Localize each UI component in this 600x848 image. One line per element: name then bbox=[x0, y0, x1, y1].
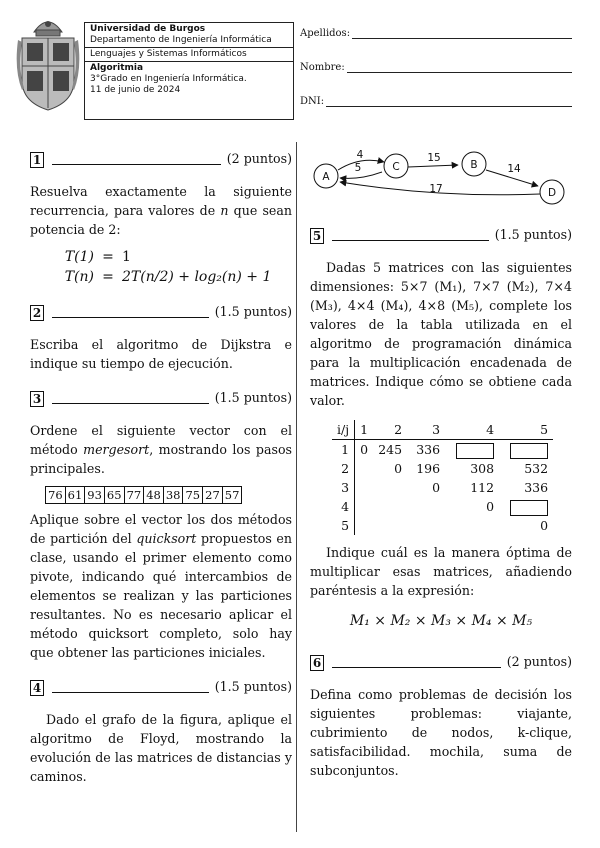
question-2-text: Escriba el algoritmo de Dijkstra e indique su tiempo de ejecución. bbox=[30, 337, 292, 371]
dp-row bbox=[332, 459, 553, 478]
dp-cell-blank[interactable] bbox=[499, 440, 553, 460]
dp-cell bbox=[355, 478, 373, 497]
university-crest-logo bbox=[16, 10, 80, 114]
question-3-text-d: propuestos en clase, usando el primer elemento como pivote, indicando qué intercambios de elementos se realizan y las particiones resultantes. No es necesario aplicar el método quicksort completo, solo hay que obtener las particiones iniciales. bbox=[30, 531, 292, 660]
dp-cell: 245 bbox=[378, 442, 403, 457]
dp-row-header: 2 bbox=[332, 459, 355, 478]
dp-cell bbox=[445, 516, 499, 535]
department-name: Departamento de Ingeniería Informática bbox=[90, 35, 272, 45]
dp-row bbox=[332, 478, 553, 497]
question-6-header bbox=[310, 651, 572, 671]
answer-box[interactable] bbox=[510, 500, 548, 516]
question-1-header bbox=[30, 148, 292, 168]
vector-cell: 76 bbox=[45, 486, 66, 504]
question-1-text bbox=[30, 182, 292, 239]
surname-line[interactable] bbox=[352, 29, 572, 39]
dp-row-header: 3 bbox=[332, 478, 355, 497]
question-3-points: (1.5 puntos) bbox=[214, 390, 292, 405]
id-field[interactable] bbox=[300, 96, 572, 107]
dp-row-header: 5 bbox=[332, 516, 355, 535]
question-5-points: (1.5 puntos) bbox=[494, 227, 572, 242]
dp-cell bbox=[373, 478, 407, 497]
eq1-rhs: 1 bbox=[122, 249, 131, 265]
recurrence-equations bbox=[46, 247, 292, 287]
question-5-header bbox=[310, 224, 572, 244]
question-1-text-b: que sean potencia de 2: bbox=[30, 203, 292, 237]
question-1-var: n bbox=[220, 203, 229, 218]
dp-row bbox=[332, 440, 553, 460]
dp-cell bbox=[407, 497, 445, 516]
dp-cell: 0 bbox=[486, 499, 495, 514]
dp-cell: 112 bbox=[470, 480, 495, 495]
dp-header-row bbox=[332, 420, 553, 440]
dp-cell-blank[interactable] bbox=[499, 497, 553, 516]
question-5-number: 5 bbox=[310, 228, 324, 244]
node-c-label: C bbox=[392, 161, 400, 173]
dp-col-header: 4 bbox=[445, 420, 499, 440]
matrix-product-expression: M₁ × M₂ × M₃ × M₄ × M₅ bbox=[349, 613, 533, 629]
question-1-text-a: Resuelva exactamente la siguiente recurrencia, para valores de bbox=[30, 184, 292, 218]
edge-c-b-weight: 15 bbox=[427, 152, 441, 164]
question-2-number: 2 bbox=[30, 305, 44, 321]
dp-cell: 196 bbox=[416, 461, 441, 476]
question-4-number: 4 bbox=[30, 680, 44, 696]
question-3-method: mergesort bbox=[83, 442, 150, 457]
question-3-number: 3 bbox=[30, 391, 44, 407]
dp-row-header: 1 bbox=[332, 440, 355, 460]
dp-cell bbox=[373, 497, 407, 516]
vector-cell: 75 bbox=[183, 486, 203, 504]
question-3-text bbox=[30, 421, 292, 478]
header-info-box bbox=[84, 22, 294, 120]
answer-box[interactable] bbox=[456, 443, 494, 459]
dp-cell bbox=[355, 497, 373, 516]
vector-cell: 77 bbox=[125, 486, 145, 504]
edge-c-b bbox=[408, 165, 458, 167]
vector-cell: 57 bbox=[223, 486, 243, 504]
id-label: DNI: bbox=[300, 96, 325, 107]
vector-cell: 48 bbox=[144, 486, 164, 504]
question-3-quicksort-text bbox=[30, 510, 292, 662]
surname-field[interactable] bbox=[300, 28, 572, 39]
university-name: Universidad de Burgos bbox=[90, 24, 206, 34]
question-4-points: (1.5 puntos) bbox=[214, 679, 292, 694]
eq2-rhs: 2T(n/2) + log₂(n) + 1 bbox=[122, 269, 272, 285]
question-3-text-b: , mostrando los pasos principales. bbox=[30, 442, 292, 476]
question-6-text: Defina como problemas de decisión los siguientes problemas: viajante, cubrimiento de nodos, k-clique, satisfacibilidad. mochila, suma de subconjuntos. bbox=[310, 687, 572, 778]
dp-row-header: 4 bbox=[332, 497, 355, 516]
dp-table bbox=[332, 420, 553, 535]
dp-cell-blank[interactable] bbox=[445, 440, 499, 460]
question-6-rule bbox=[332, 667, 501, 668]
question-4-rule bbox=[52, 692, 209, 693]
column-divider bbox=[296, 142, 297, 832]
dp-col-header: 3 bbox=[407, 420, 445, 440]
edge-b-d-weight: 14 bbox=[507, 163, 521, 175]
vector-cell: 38 bbox=[164, 486, 184, 504]
node-d-label: D bbox=[547, 187, 557, 199]
dp-cell: 308 bbox=[470, 461, 495, 476]
dp-row bbox=[332, 497, 553, 516]
answer-box[interactable] bbox=[510, 443, 548, 459]
floyd-graph bbox=[310, 148, 572, 210]
question-2-header bbox=[30, 301, 292, 321]
vector-cell: 93 bbox=[85, 486, 105, 504]
dp-cell: 336 bbox=[416, 442, 441, 457]
dp-cell: 532 bbox=[524, 461, 549, 476]
dp-cell: 0 bbox=[540, 518, 549, 533]
dp-col-header: 2 bbox=[373, 420, 407, 440]
dp-cell bbox=[355, 459, 373, 478]
edge-c-a-weight: 5 bbox=[354, 162, 362, 174]
name-label: Nombre: bbox=[300, 62, 345, 73]
question-2-points: (1.5 puntos) bbox=[214, 304, 292, 319]
dp-cell: 336 bbox=[524, 480, 549, 495]
right-column bbox=[310, 148, 572, 780]
edge-a-c-weight: 4 bbox=[356, 149, 364, 161]
eq1-lhs: T(1) bbox=[64, 249, 94, 265]
course-name: 3°Grado en Ingeniería Informática. bbox=[90, 74, 247, 84]
eq2-sign: = bbox=[102, 269, 114, 285]
exam-date: 11 de junio de 2024 bbox=[90, 85, 181, 95]
dp-corner: i/j bbox=[332, 420, 355, 440]
question-5-rule bbox=[332, 240, 489, 241]
eq1-sign: = bbox=[102, 249, 114, 265]
subject-name: Algoritmia bbox=[90, 63, 144, 73]
left-column bbox=[30, 148, 292, 786]
dp-cell bbox=[407, 516, 445, 535]
question-4-text: Dado el grafo de la figura, aplique el algoritmo de Floyd, mostrando la evolución de las matrices de distancias y caminos. bbox=[30, 712, 292, 784]
question-1-rule bbox=[52, 164, 221, 165]
name-line[interactable] bbox=[347, 63, 572, 73]
dp-cell: 0 bbox=[394, 461, 403, 476]
vector-cell: 27 bbox=[203, 486, 223, 504]
edge-d-a-weight: 17 bbox=[429, 183, 443, 195]
question-4-header bbox=[30, 676, 292, 696]
dp-cell bbox=[373, 516, 407, 535]
question-3-header bbox=[30, 387, 292, 407]
node-b-label: B bbox=[470, 159, 478, 171]
question-2-rule bbox=[52, 317, 209, 318]
dp-row bbox=[332, 516, 553, 535]
surname-label: Apellidos: bbox=[300, 28, 351, 39]
area-name: Lenguajes y Sistemas Informáticos bbox=[90, 49, 247, 59]
name-field[interactable] bbox=[300, 62, 572, 73]
dp-cell: 0 bbox=[432, 480, 441, 495]
dp-cell: 0 bbox=[360, 442, 369, 457]
eq2-lhs: T(n) bbox=[64, 269, 94, 285]
question-1-points: (2 puntos) bbox=[226, 151, 292, 166]
question-5-text: Dadas 5 matrices con las siguientes dimensiones: 5×7 (M₁), 7×7 (M₂), 7×4 (M₃), 4×4 (M₄), 4×8 (M₅), complete los valores de la tabla utilizada en el algoritmo de programación dinámica para la multiplicación encadenada de matrices. Indique cómo se obtiene cada valor. bbox=[310, 260, 572, 408]
question-5-text-2: Indique cuál es la manera óptima de multiplicar esas matrices, añadiendo paréntesis a la expresión: bbox=[310, 545, 572, 598]
node-a-label: A bbox=[322, 171, 330, 183]
dp-col-header: 1 bbox=[355, 420, 373, 440]
question-6-number: 6 bbox=[310, 655, 324, 671]
dp-col-header: 5 bbox=[499, 420, 553, 440]
vector-cell: 65 bbox=[105, 486, 125, 504]
question-3-method2: quicksort bbox=[136, 531, 197, 546]
question-6-points: (2 puntos) bbox=[506, 654, 572, 669]
input-vector bbox=[45, 486, 292, 504]
question-1-number: 1 bbox=[30, 152, 44, 168]
question-3-text-a: Ordene el siguiente vector con el método bbox=[30, 423, 292, 457]
id-line[interactable] bbox=[326, 97, 572, 107]
dp-cell bbox=[355, 516, 373, 535]
question-3-rule bbox=[52, 403, 209, 404]
vector-cell: 61 bbox=[66, 486, 86, 504]
question-3-text-c: Aplique sobre el vector los dos métodos de partición del bbox=[30, 512, 292, 546]
